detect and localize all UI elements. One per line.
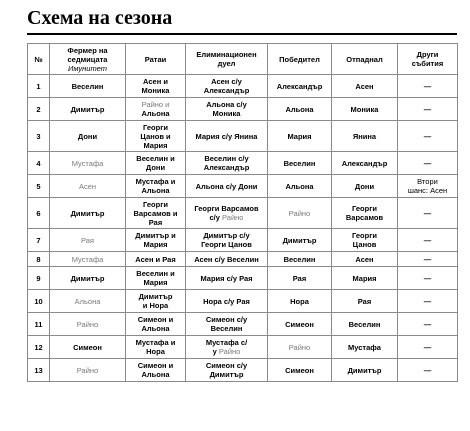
ratai-line: Нора <box>146 347 165 356</box>
table-row <box>28 229 458 252</box>
cell-ratai <box>126 359 186 382</box>
cell-farmer: Мустафа <box>50 152 126 175</box>
cell-farmer: Райно <box>50 359 126 382</box>
ratai-line: Веселин и <box>136 154 175 163</box>
cell-farmer: Симеон <box>50 336 126 359</box>
cell-winner: Рая <box>268 267 332 290</box>
ratai-line: Альона <box>141 186 170 195</box>
cell-num: 12 <box>28 336 50 359</box>
table-row <box>28 75 458 98</box>
cell-duel <box>186 75 268 98</box>
ratai-line: Мария <box>143 278 168 287</box>
duel-line-name: Райно <box>222 213 244 222</box>
duel-line: Александър <box>203 86 250 95</box>
cell-ratai <box>126 229 186 252</box>
cell-other: — <box>398 359 458 382</box>
cell-dropped: Дони <box>332 175 398 198</box>
cell-num: 3 <box>28 121 50 152</box>
cell-num: 9 <box>28 267 50 290</box>
ratai-line: Альона <box>141 370 170 379</box>
cell-winner: Альона <box>268 175 332 198</box>
cell-num: 11 <box>28 313 50 336</box>
cell-other: — <box>398 98 458 121</box>
cell-other: — <box>398 75 458 98</box>
ratai-line: Дони <box>145 163 166 172</box>
ratai-line: Моника <box>141 86 170 95</box>
cell-winner: Нора <box>268 290 332 313</box>
cell-winner: Альона <box>268 98 332 121</box>
dropped-line: Варсамов <box>345 213 384 222</box>
cell-duel <box>186 229 268 252</box>
duel-line: Александър <box>203 163 250 172</box>
cell-dropped: Димитър <box>332 359 398 382</box>
table-header-row <box>28 44 458 75</box>
cell-dropped <box>332 229 398 252</box>
cell-ratai <box>126 152 186 175</box>
table-row <box>28 152 458 175</box>
header-dropped: Отпаднал <box>332 44 398 75</box>
cell-num: 7 <box>28 229 50 252</box>
cell-farmer: Димитър <box>50 98 126 121</box>
cell-dropped: Александър <box>332 152 398 175</box>
cell-other: — <box>398 267 458 290</box>
dropped-line: Цанов <box>352 240 377 249</box>
ratai-line: Мария <box>143 140 168 150</box>
duel-line: с/у <box>209 213 223 222</box>
cell-dropped: Асен <box>332 252 398 267</box>
cell-farmer: Альона <box>50 290 126 313</box>
duel-line: Симеон с/у <box>205 361 248 370</box>
cell-other: — <box>398 336 458 359</box>
cell-num: 10 <box>28 290 50 313</box>
table-row <box>28 175 458 198</box>
table-row <box>28 198 458 229</box>
cell-dropped: Мария <box>332 267 398 290</box>
cell-winner: Веселин <box>268 252 332 267</box>
cell-dropped: Асен <box>332 75 398 98</box>
duel-line: Георги Цанов <box>201 240 252 249</box>
cell-other: — <box>398 313 458 336</box>
cell-num: 2 <box>28 98 50 121</box>
cell-farmer: Димитър <box>50 267 126 290</box>
table-row <box>28 98 458 121</box>
cell-duel <box>186 359 268 382</box>
cell-duel: Мария с/у Рая <box>186 267 268 290</box>
table-row <box>28 313 458 336</box>
header-farmer <box>50 44 126 75</box>
cell-other: — <box>398 229 458 252</box>
ratai-line: Райно и <box>141 100 170 109</box>
cell-num: 1 <box>28 75 50 98</box>
cell-ratai: Асен и Рая <box>126 252 186 267</box>
cell-duel: Нора с/у Рая <box>186 290 268 313</box>
cell-num: 6 <box>28 198 50 229</box>
header-duel: Елиминационен дуел <box>186 44 268 75</box>
cell-ratai <box>126 336 186 359</box>
ratai-line: Рая <box>148 217 163 227</box>
header-ratai: Ратаи <box>126 44 186 75</box>
cell-farmer: Райно <box>50 313 126 336</box>
header-num: № <box>28 44 50 75</box>
other-line: Втори <box>417 177 438 186</box>
dropped-line: Георги <box>352 204 377 213</box>
cell-duel <box>186 313 268 336</box>
cell-farmer: Мустафа <box>50 252 126 267</box>
cell-other: — <box>398 121 458 152</box>
cell-ratai <box>126 75 186 98</box>
cell-other: — <box>398 198 458 229</box>
duel-line: Симеон с/у <box>205 315 248 324</box>
duel-line: Веселин с/у <box>204 154 249 163</box>
duel-line-name: Райно <box>218 347 241 356</box>
table-row <box>28 359 458 382</box>
cell-other: — <box>398 152 458 175</box>
cell-farmer: Рая <box>50 229 126 252</box>
ratai-line: Димитър <box>138 292 173 301</box>
cell-ratai <box>126 313 186 336</box>
cell-duel <box>186 198 268 229</box>
duel-line: Асен с/у <box>211 77 242 86</box>
ratai-line: Варсамов и <box>133 208 178 218</box>
duel-line: Альона с/у <box>206 100 247 109</box>
table-row <box>28 290 458 313</box>
ratai-line: Цанов и <box>140 131 171 141</box>
cell-other: — <box>398 252 458 267</box>
ratai-line: Альона <box>141 324 170 333</box>
cell-dropped: Янина <box>332 121 398 152</box>
cell-ratai <box>126 198 186 229</box>
cell-ratai <box>126 175 186 198</box>
ratai-line: Димитър и <box>135 231 176 240</box>
table-row <box>28 336 458 359</box>
cell-ratai <box>126 98 186 121</box>
document <box>27 6 457 382</box>
cell-num: 8 <box>28 252 50 267</box>
table-row <box>28 267 458 290</box>
season-table <box>27 43 458 382</box>
cell-duel: Альона с/у Дони <box>186 175 268 198</box>
cell-farmer: Димитър <box>50 198 126 229</box>
cell-dropped <box>332 198 398 229</box>
cell-duel <box>186 98 268 121</box>
cell-dropped: Рая <box>332 290 398 313</box>
cell-num: 4 <box>28 152 50 175</box>
header-other: Други събития <box>398 44 458 75</box>
dropped-line: Георги <box>352 231 377 240</box>
cell-duel: Асен с/у Веселин <box>186 252 268 267</box>
cell-duel: Мария с/у Янина <box>186 121 268 152</box>
cell-ratai <box>126 121 186 152</box>
cell-duel <box>186 336 268 359</box>
ratai-line: Мария <box>143 240 168 249</box>
ratai-line: Георги <box>143 199 168 209</box>
ratai-line: Георги <box>143 122 168 132</box>
ratai-line: Мустафа и <box>135 338 176 347</box>
cell-ratai <box>126 267 186 290</box>
duel-line: Веселин <box>210 324 243 333</box>
header-winner: Победител <box>268 44 332 75</box>
duel-line: Димитър <box>209 370 244 379</box>
header-immunity-label: Имунитет <box>67 63 108 73</box>
cell-other: — <box>398 290 458 313</box>
duel-line: у <box>212 347 219 356</box>
duel-line: Мустафа с/ <box>205 338 248 347</box>
other-line: шанс: Асен <box>407 186 448 195</box>
ratai-line: Веселин и <box>136 269 175 278</box>
cell-farmer: Асен <box>50 175 126 198</box>
cell-num: 13 <box>28 359 50 382</box>
cell-dropped: Моника <box>332 98 398 121</box>
cell-num: 5 <box>28 175 50 198</box>
cell-duel <box>186 152 268 175</box>
ratai-line: Мустафа и <box>135 177 176 186</box>
cell-other <box>398 175 458 198</box>
table-row <box>28 121 458 152</box>
cell-winner: Райно <box>268 198 332 229</box>
cell-winner: Александър <box>268 75 332 98</box>
ratai-line: и Нора <box>142 301 169 310</box>
duel-line: Димитър с/у <box>203 231 250 240</box>
cell-farmer: Веселин <box>50 75 126 98</box>
ratai-line: Симеон и <box>137 361 174 370</box>
cell-winner: Симеон <box>268 313 332 336</box>
cell-winner: Веселин <box>268 152 332 175</box>
cell-ratai <box>126 290 186 313</box>
cell-winner: Димитър <box>268 229 332 252</box>
table-row <box>28 252 458 267</box>
cell-farmer: Дони <box>50 121 126 152</box>
ratai-line: Асен и <box>143 77 168 86</box>
cell-winner: Мария <box>268 121 332 152</box>
cell-dropped: Мустафа <box>332 336 398 359</box>
ratai-line: Альона <box>141 109 170 118</box>
duel-line: Георги Варсамов <box>194 204 259 213</box>
cell-dropped: Веселин <box>332 313 398 336</box>
cell-winner: Райно <box>268 336 332 359</box>
header-farmer-label: Фермер на седмицата <box>67 45 108 64</box>
ratai-line: Симеон и <box>137 315 174 324</box>
page-title: Схема на сезона <box>27 6 457 35</box>
duel-line: Моника <box>212 109 241 118</box>
cell-winner: Симеон <box>268 359 332 382</box>
